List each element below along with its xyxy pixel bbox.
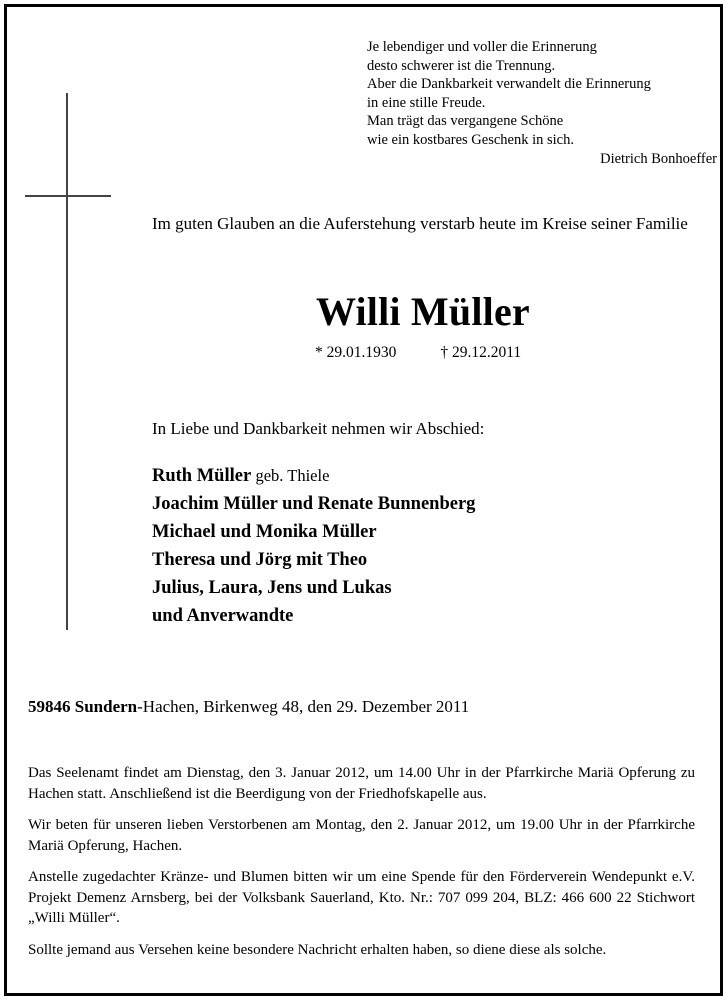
family-member: und Anverwandte (152, 606, 294, 626)
quote-line: Aber die Dankbarkeit verwandelt die Erinnerung (367, 76, 651, 93)
quote-line: wie ein kostbares Geschenk in sich. (367, 131, 574, 148)
quote-line: in eine stille Freude. (367, 94, 486, 111)
note-paragraph: Anstelle zugedachter Kränze- und Blumen bitten wir um eine Spende für den Förderverein Wendepunkt e.V. Projekt Demenz Arnsberg, bei der Volksbank Sauerland, Kto. Nr.: 707 099 204, BLZ: 466 600 22 Stichwort „Willi Müller“. (28, 869, 695, 926)
quote-line: desto schwerer ist die Trennung. (367, 57, 556, 74)
address-postal-city: 59846 Sundern (28, 697, 138, 716)
quote-author: Dietrich Bonhoeffer (600, 150, 717, 167)
note-paragraph: Das Seelenamt findet am Dienstag, den 3. Januar 2012, um 14.00 Uhr in der Pfarrkirche Mariä Opferung zu Hachen statt. Anschließend ist die Beerdigung von der Friedhofskapelle aus. (28, 765, 695, 802)
cross-vertical-beam (66, 93, 68, 630)
family-member (152, 462, 475, 490)
service-notes (28, 763, 695, 971)
quote-line: Je lebendiger und voller die Erinnerung (367, 39, 597, 55)
family-member: Joachim Müller und Renate Bunnenberg (152, 494, 476, 514)
address-line (28, 697, 469, 717)
death-date: † 29.12.2011 (440, 344, 522, 361)
note-paragraph: Sollte jemand aus Versehen keine besondere Nachricht erhalten haben, so diene diese als solche. (28, 941, 607, 958)
farewell-text: In Liebe und Dankbarkeit nehmen wir Abschied: (152, 419, 485, 438)
bonhoeffer-quote (367, 38, 717, 168)
family-list (152, 462, 475, 630)
family-member: Michael und Monika Müller (152, 522, 377, 542)
quote-line: Man trägt das vergangene Schöne (367, 113, 564, 130)
family-member-birthname: geb. Thiele (255, 466, 330, 485)
cross-horizontal-beam (25, 195, 111, 197)
life-dates (315, 344, 521, 362)
family-member-name: Ruth Müller (152, 466, 251, 486)
birth-date: * 29.01.1930 (315, 344, 397, 361)
family-member: Theresa und Jörg mit Theo (152, 550, 368, 570)
deceased-name: Willi Müller (316, 289, 530, 334)
note-paragraph: Wir beten für unseren lieben Verstorbenen am Montag, den 2. Januar 2012, um 19.00 Uhr in der Pfarrkirche Mariä Opferung, Hachen. (28, 817, 695, 854)
family-member: Julius, Laura, Jens und Lukas (152, 578, 392, 598)
intro-text: Im guten Glauben an die Auferstehung verstarb heute im Kreise seiner Familie (152, 214, 688, 233)
address-rest: -Hachen, Birkenweg 48, den 29. Dezember 2011 (137, 697, 470, 716)
